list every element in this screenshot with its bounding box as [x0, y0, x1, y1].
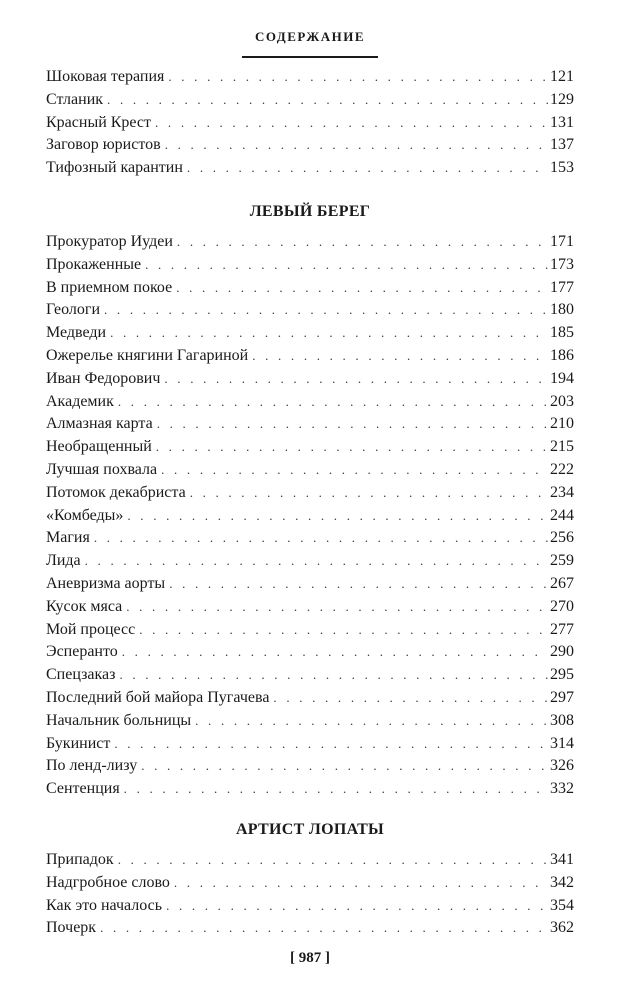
toc-entry-title: Эсперанто: [46, 643, 118, 661]
toc-dot-leader: [177, 231, 548, 254]
toc-dot-leader: [126, 596, 548, 619]
toc-dot-leader: [104, 299, 548, 322]
page-number: [ 987 ]: [290, 950, 330, 966]
toc-entry-title: Шоковая терапия: [46, 68, 165, 85]
toc-dot-leader: [190, 482, 548, 505]
toc-entry-page-number: 234: [550, 483, 574, 501]
toc-dot-leader: [139, 619, 548, 642]
toc-entry-title: Букинист: [46, 734, 111, 752]
toc-entry-title: Аневризма аорты: [46, 574, 166, 592]
toc-entry-title: Мой процесс: [46, 620, 136, 638]
toc-entry-page-number: 362: [550, 919, 574, 937]
toc-entry-title: Магия: [46, 529, 90, 547]
toc-entry-page-number: 342: [550, 873, 574, 891]
toc-dot-leader: [168, 66, 548, 89]
toc-entry: [46, 277, 574, 300]
toc-entry: [46, 231, 574, 254]
toc-entry-title: Сентенция: [46, 780, 120, 798]
toc-entry-page-number: 177: [550, 278, 574, 296]
toc-entry-page-number: 210: [550, 415, 574, 433]
toc-dot-leader: [252, 345, 548, 368]
toc-entry: [46, 849, 574, 872]
toc-entry-page-number: 326: [550, 757, 574, 775]
toc-dot-leader: [114, 733, 548, 756]
toc-entry-page-number: 186: [550, 346, 574, 364]
toc-entry-page-number: 244: [550, 506, 574, 524]
toc-entry: [46, 459, 574, 482]
toc-entry: [46, 550, 574, 573]
toc-entry: [46, 778, 574, 801]
toc-dot-leader: [85, 550, 548, 573]
toc-entry-title: Ожерелье княгини Гагариной: [46, 346, 249, 364]
toc-dot-leader: [127, 505, 548, 528]
toc-dot-leader: [155, 112, 548, 135]
toc-entry-page-number: 332: [550, 780, 574, 798]
toc-entry: [46, 391, 574, 414]
toc-entry-title: Припадок: [46, 851, 114, 868]
toc-entry-title: «Комбеды»: [46, 506, 124, 524]
toc-entry: [46, 505, 574, 528]
toc-dot-leader: [157, 413, 548, 436]
toc-dot-leader: [195, 710, 548, 733]
toc-entry-page-number: 308: [550, 711, 574, 729]
toc-entry: [46, 254, 574, 277]
toc-entry-title: Заговор юристов: [46, 136, 161, 154]
toc-entry-title: Последний бой майора Пугачева: [46, 688, 270, 706]
toc-entry-title: Красный Крест: [46, 113, 152, 131]
toc-entry-title: Прокуратор Иудеи: [46, 233, 173, 250]
toc-entry-title: Геологи: [46, 301, 101, 319]
toc-section-left-bank: [46, 202, 574, 801]
toc-entry: [46, 89, 574, 112]
toc-dot-leader: [164, 368, 548, 391]
toc-entry: [46, 619, 574, 642]
toc-dot-leader: [174, 872, 548, 895]
toc-entry: [46, 112, 574, 135]
toc-entry-page-number: 270: [550, 597, 574, 615]
toc-entry: [46, 134, 574, 157]
running-head: СОДЕРЖАНИЕ: [254, 29, 366, 44]
toc-dot-leader: [187, 157, 548, 180]
toc-entry-title: Надгробное слово: [46, 873, 170, 891]
toc-entry-page-number: 341: [550, 851, 574, 868]
toc-section-shovel-artist: [46, 820, 574, 940]
toc-entry-page-number: 171: [550, 233, 574, 250]
section-title: АРТИСТ ЛОПАТЫ: [235, 821, 385, 838]
toc-dot-leader: [176, 277, 548, 300]
toc-entry: [46, 482, 574, 505]
toc-entry-page-number: 203: [550, 392, 574, 410]
toc-dot-leader: [156, 436, 548, 459]
toc-entry-page-number: 121: [550, 68, 574, 85]
toc-entry: [46, 413, 574, 436]
toc-dot-leader: [107, 89, 548, 112]
toc-dot-leader: [110, 322, 548, 345]
toc-entry-title: Прокаженные: [46, 255, 142, 273]
toc-entry-title: Медведи: [46, 324, 107, 342]
toc-entry-page-number: 259: [550, 552, 574, 570]
toc-entry: [46, 895, 574, 918]
toc-entry-page-number: 354: [550, 896, 574, 914]
toc-entry-page-number: 222: [550, 460, 574, 478]
toc-entry-title: Алмазная карта: [46, 415, 153, 433]
toc-entry-title: Необращенный: [46, 438, 152, 456]
toc-dot-leader: [100, 917, 548, 940]
toc-dot-leader: [145, 254, 548, 277]
toc-entry: [46, 322, 574, 345]
toc-dot-leader: [141, 755, 548, 778]
toc-entry-page-number: 290: [550, 643, 574, 661]
toc-entry-page-number: 215: [550, 438, 574, 456]
toc-entry: [46, 917, 574, 940]
toc-dot-leader: [119, 664, 548, 687]
toc-entry-title: По ленд-лизу: [46, 757, 138, 775]
toc-entry: [46, 733, 574, 756]
toc-dot-leader: [124, 778, 548, 801]
toc-entry: [46, 872, 574, 895]
toc-entry-page-number: 129: [550, 90, 574, 108]
toc-dot-leader: [118, 849, 548, 872]
toc-entry-page-number: 267: [550, 574, 574, 592]
toc-entry: [46, 664, 574, 687]
toc-dot-leader: [169, 573, 548, 596]
toc-entry-page-number: 295: [550, 666, 574, 684]
toc-entry-title: Как это началось: [46, 896, 163, 914]
toc-dot-leader: [165, 134, 548, 157]
toc-entry-title: Иван Федорович: [46, 369, 161, 387]
toc-dot-leader: [118, 391, 548, 414]
toc-entry-title: Лида: [46, 552, 81, 570]
toc-dot-leader: [161, 459, 548, 482]
toc-entry-title: Потомок декабриста: [46, 483, 186, 501]
toc-dot-leader: [122, 641, 548, 664]
toc-entry-page-number: 173: [550, 255, 574, 273]
toc-entry-page-number: 256: [550, 529, 574, 547]
toc-entry-page-number: 297: [550, 688, 574, 706]
toc-entry-title: Спецзаказ: [46, 666, 116, 684]
toc-dot-leader: [94, 527, 548, 550]
toc-entry: [46, 345, 574, 368]
toc-entry-page-number: 185: [550, 324, 574, 342]
toc-entry: [46, 687, 574, 710]
toc-entry-title: Тифозный карантин: [46, 159, 183, 177]
toc-entry: [46, 436, 574, 459]
toc-entry: [46, 299, 574, 322]
toc-dot-leader: [166, 895, 548, 918]
toc-section-continued: [46, 66, 574, 180]
toc-entry-title: В приемном покое: [46, 278, 173, 296]
toc-entry-page-number: 194: [550, 369, 574, 387]
toc-entry: [46, 641, 574, 664]
running-head-rule: [242, 56, 378, 58]
toc-entry-page-number: 131: [550, 113, 574, 131]
section-title: ЛЕВЫЙ БЕРЕГ: [249, 203, 371, 220]
toc-entry: [46, 66, 574, 89]
toc-entry: [46, 755, 574, 778]
toc-entry-page-number: 314: [550, 734, 574, 752]
toc-entry: [46, 710, 574, 733]
toc-entry-title: Стланик: [46, 90, 104, 108]
toc-entry-page-number: 153: [550, 159, 574, 177]
toc-entry: [46, 157, 574, 180]
toc-entry: [46, 527, 574, 550]
toc-entry-title: Академик: [46, 392, 114, 410]
toc-entry-title: Начальник больницы: [46, 711, 192, 729]
toc-entry-title: Кусок мяса: [46, 597, 123, 615]
toc-entry-title: Лучшая похвала: [46, 460, 158, 478]
toc-entry-page-number: 277: [550, 620, 574, 638]
toc-entry-title: Почерк: [46, 919, 97, 937]
toc-dot-leader: [273, 687, 548, 710]
toc-entry: [46, 573, 574, 596]
toc-entry: [46, 368, 574, 391]
toc-entry-page-number: 180: [550, 301, 574, 319]
toc-entry-page-number: 137: [550, 136, 574, 154]
toc-entry: [46, 596, 574, 619]
